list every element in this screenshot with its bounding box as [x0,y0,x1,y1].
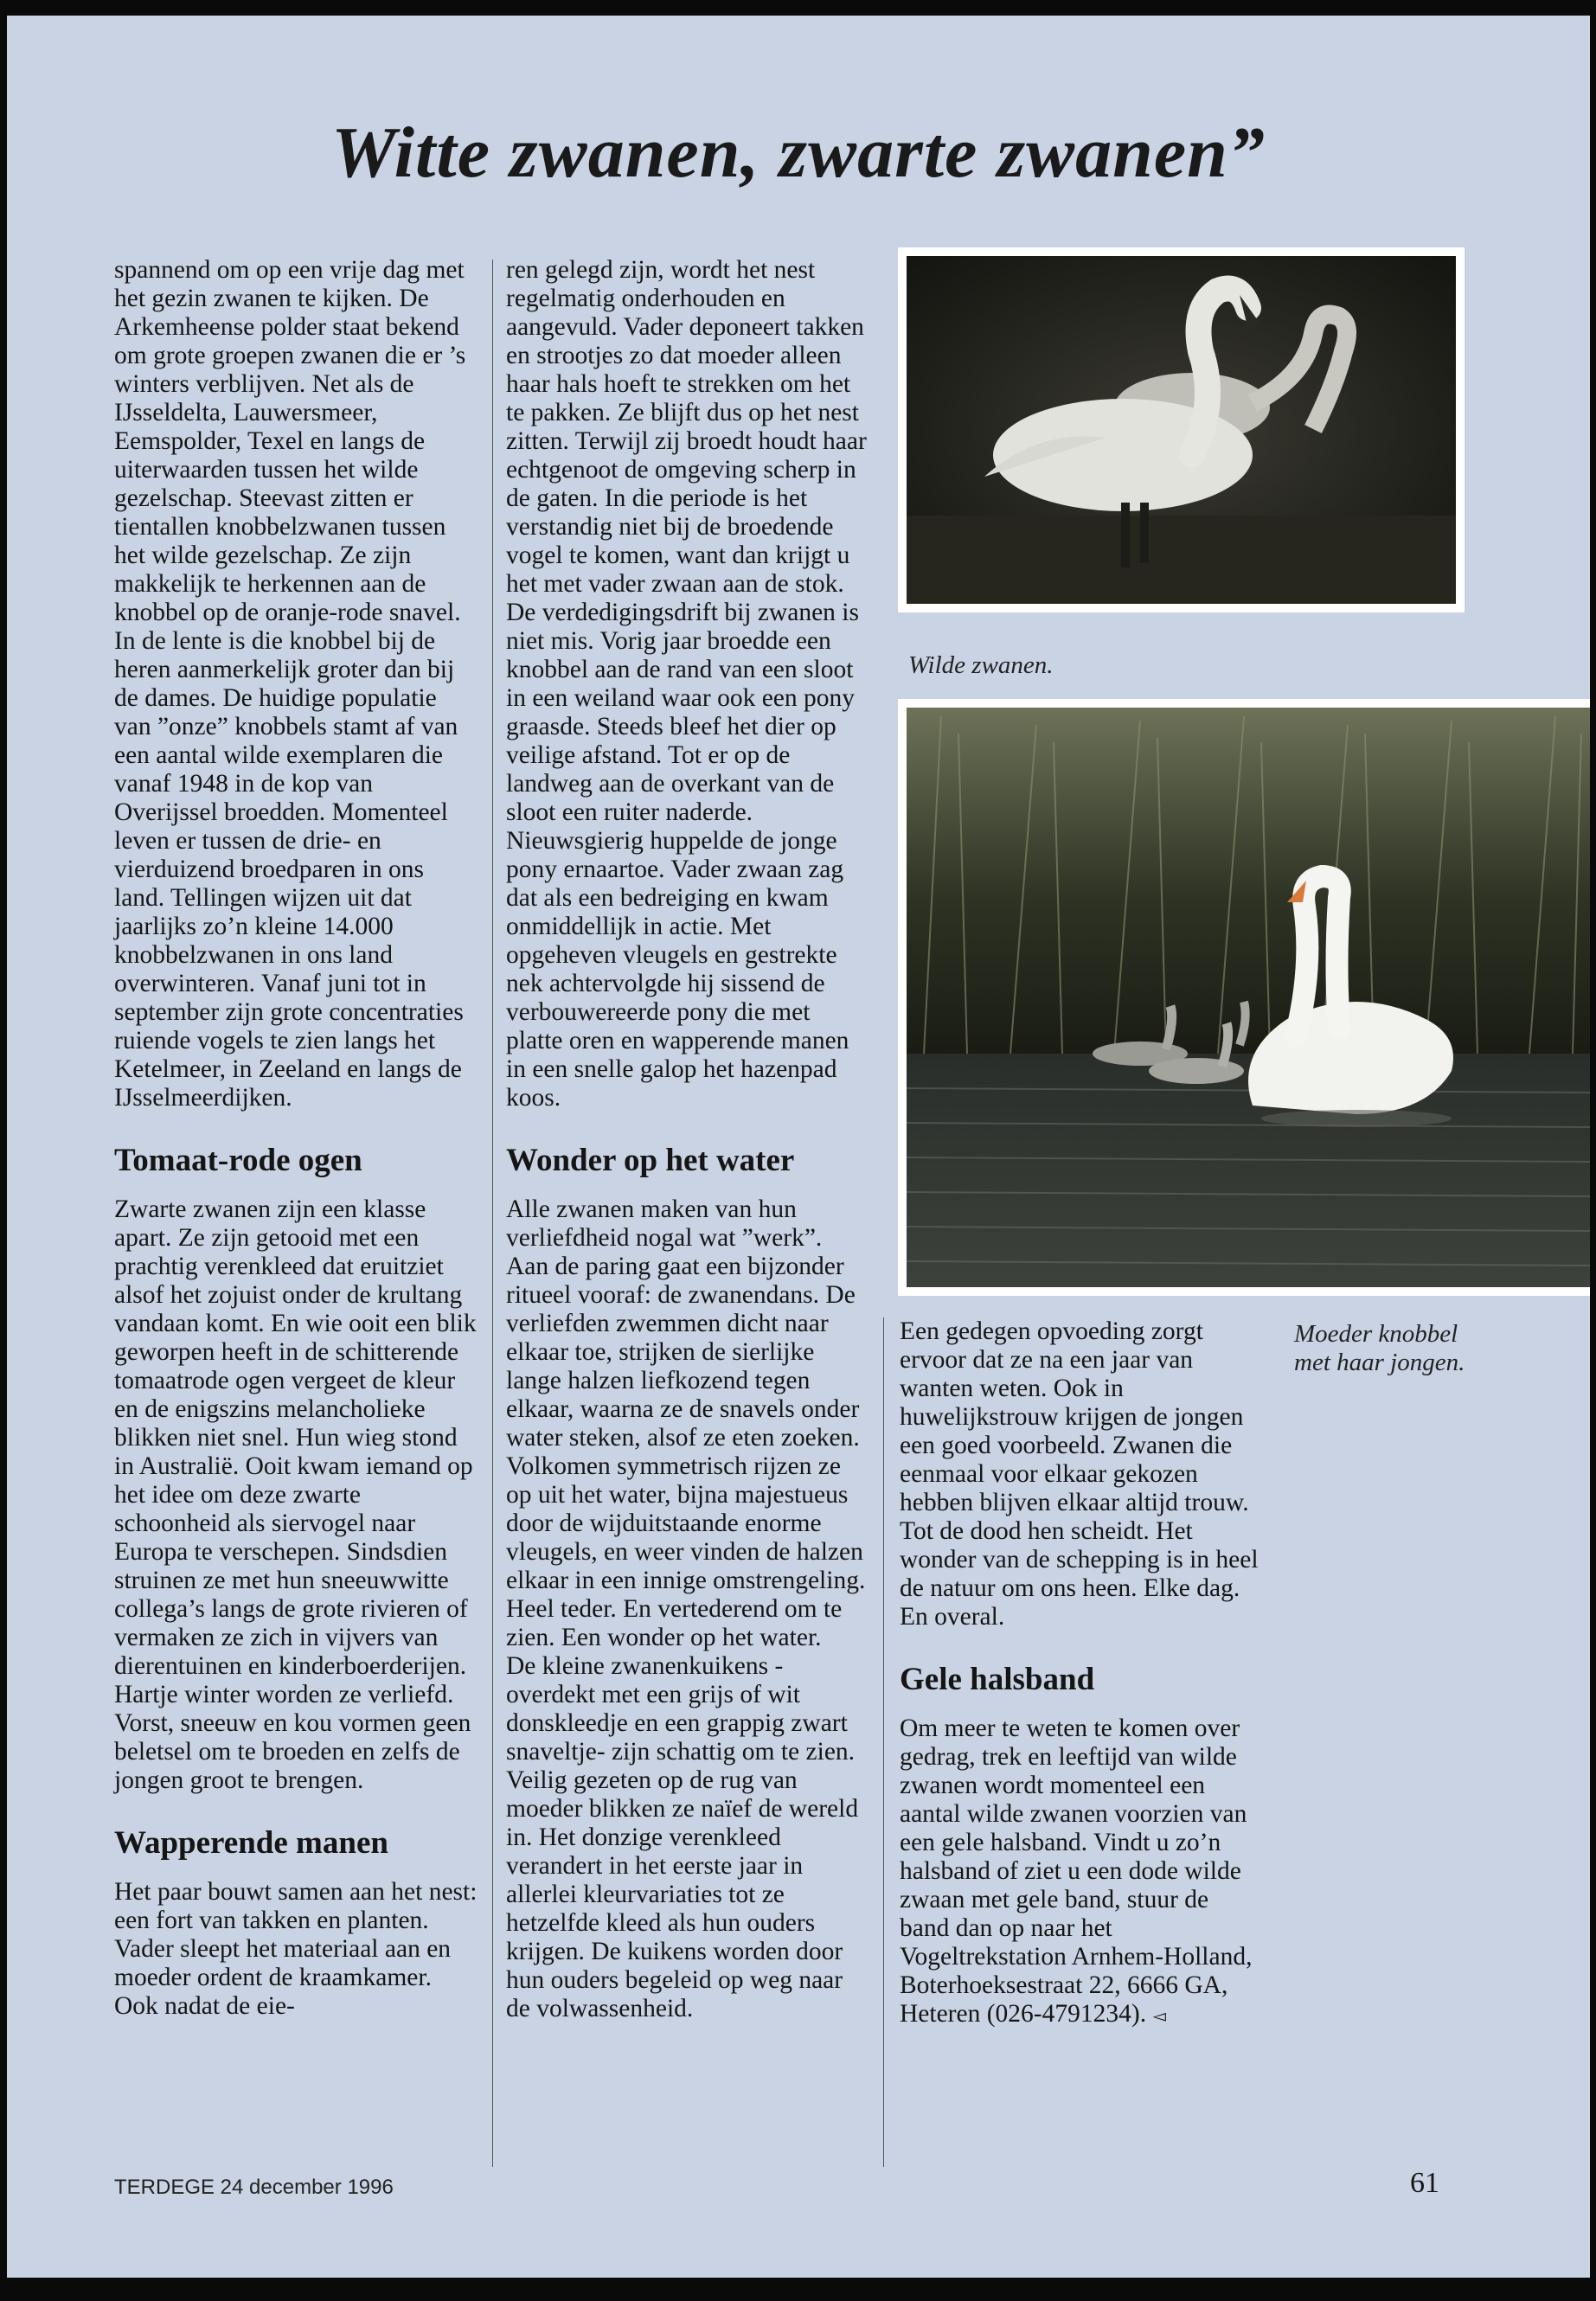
column-3 [900,1317,1263,2031]
halsband-text: Om meer te weten te komen over gedrag, trek en leeftijd van wilde zwanen wordt momenteel een aantal wilde zwanen voorzien van een gele halsband. Vindt u zo’n halsband of ziet u een dode wilde zwaan met gele band, stuur de band dan op naar het Vogeltrekstation Arnhem-Holland, Boterhoeksestraat 22, 6666 GA, Heteren (026-4791234). [900,1715,1253,2028]
heading-wonder-op-het-water: Wonder op het water [506,1143,795,1178]
article-title: Witte zwanen, zwarte zwanen” [331,112,1266,193]
intro-paragraph: spannend om op een vrije dag met het gezin zwanen te kijken. De Arkemheense polder staat bekend om grote groepen zwanen die er ’s winters verblijven. Net als de IJsseldelta, Lauwersmeer, Eemspolder, Texel en langs de uiterwaarden tussen het wilde gezelschap. Steevast zitten er tientallen knobbelzwanen tussen het wilde gezelschap. Ze zijn makkelijk te herkennen aan de knobbel op de oranje-rode snavel. In de lente is die knobbel bij de heren aanmerkelijk groter dan bij de dames. De huidige populatie van ”onze” knobbels stamt af van een aantal wilde exemplaren die vanaf 1948 in de kop van Overijssel broedden. Momenteel leven er tussen de drie- en vierduizend broedparen in ons land. Tellingen wijzen uit dat jaarlijks zo’n kleine 14.000 knobbelzwanen in ons land overwinteren. Vanaf juni tot in september zijn grote concentraties ruiende vogels te zien langs het Ketelmeer, in Zeeland en langs de IJsselmeerdijken. [114,256,466,1112]
paragraph-halsband [900,1715,1263,2031]
magazine-page [7,16,1590,2278]
page-number: 61 [1410,2167,1439,2199]
paragraph-kuikens: De kleine zwanenkuikens -overdekt met een grijs of wit donskleedje en een grappig zwart snaveltje- zijn schattig om te zien. Veilig gezeten op de rug van moeder blikken ze naïef de wereld in. Het donzige verenkleed verandert in het eerste jaar in allerlei kleurvariaties tot ze hetzelfde kleed als hun ouders krijgen. De kuikens worden door hun ouders begeleid op weg naar de volwassenheid. [506,1652,859,2022]
column-1 [114,256,478,2021]
paragraph-nest: Het paar bouwt samen aan het nest: een fort van takken en planten. Vader sleept het materiaal aan en moeder ordent de kraamkamer. Ook nadat de eie- [114,1878,478,2020]
end-of-article-icon: ◅ [1152,2007,1166,2026]
heading-tomaat-rode-ogen: Tomaat-rode ogen [114,1143,362,1178]
column-divider-1 [492,260,493,2167]
paragraph-zwarte-zwanen: Zwarte zwanen zijn een klasse apart. Ze zijn getooid met een prachtig verenkleed dat eruitziet alsof het zojuist onder de krultang vandaan komt. En wie ooit een blik geworpen heeft in de schitterende tomaatrode ogen vergeet de kleur en de enigszins melancholieke blikken niet snel. Hun wieg stond in Australië. Ooit kwam iemand op het idee om deze zwarte schoonheid als siervogel naar Europa te verschepen. Sindsdien struinen ze met hun sneeuwwitte collega’s langs de grote rivieren of vermaken ze zich in vijvers van dierentuinen en kinderboerderijen. Hartje winter worden ze verliefd. Vorst, sneeuw en kou vormen geen beletsel om te broeden en zelfs de jongen groot te brengen. [114,1195,477,1794]
publication-line: TERDEGE 24 december 1996 [114,2176,394,2199]
paragraph-opvoeding: Een gedegen opvoeding zorgt ervoor dat ze na een jaar van wanten weten. Ook in huwelijkstrouw krijgen de jongen een goed voorbeeld. Zwanen die eenmaal voor elkaar gekozen hebben blijven elkaar altijd trouw. Tot de dood hen scheidt. Het wonder van de schepping is in heel de natuur om ons heen. Elke dag. En overal. [900,1317,1259,1631]
paragraph-zwanendans: Alle zwanen maken van hun verliefdheid nogal wat ”werk”. Aan de paring gaat een bijzonder ritueel vooraf: de zwanendans. De verliefden zwemmen dicht naar elkaar toe, strijken de sierlijke lange halzen liefkozend tegen elkaar, waarna ze de snavels onder water steken, alsof ze eten zoeken. Volkomen symmetrisch rijzen ze op uit het water, bijna majestueus door de wijduitstaande enorme vleugels, en weer vinden de halzen elkaar in een innige omstrengeling. Heel teder. En vertederend om te zien. Een wonder op het water. [506,1195,866,1651]
heading-wapperende-manen: Wapperende manen [114,1825,388,1861]
column-divider-2 [883,1317,884,2167]
photo-wilde-zwanen [898,247,1465,612]
wild-swans-image [907,256,1456,604]
heading-gele-halsband: Gele halsband [900,1662,1095,1697]
paragraph-verdediging: ren gelegd zijn, wordt het nest regelmatig onderhouden en aangevuld. Vader deponeert takken en strootjes zo dat moeder alleen haar hals hoeft te strekken om het te pakken. Ze blijft dus op het nest zitten. Terwijl zij broedt houdt haar echtgenoot de omgeving scherp in de gaten. In die periode is het verstandig niet bij de broedende vogel te komen, want dan krijgt u het met vader zwaan aan de stok. De verdedigingsdrift bij zwanen is niet mis. Vorig jaar broedde een knobbel aan de rand van een sloot in een weiland waar ook een pony graasde. Steeds bleef het dier op veilige afstand. Tot er op de landweg aan de overkant van de sloot een ruiter naderde. Nieuwsgierig huppelde de jonge pony ernaartoe. Vader zwaan zag dat als een bedreiging en kwam onmiddellijk in actie. Met opgeheven vleugels en gestrekte nek achtervolgde hij sissend de verbouwereerde pony die met platte oren en wapperende manen in een snelle galop het hazenpad koos. [506,256,867,1112]
caption-wilde-zwanen: Wilde zwanen. [908,651,1054,679]
column-2 [506,256,869,2023]
photo-moeder-knobbel [898,699,1590,1296]
caption-moeder-knobbel: Moeder knobbel met haar jongen. [1294,1320,1465,1376]
mute-swan-with-cygnets-image [907,708,1590,1287]
